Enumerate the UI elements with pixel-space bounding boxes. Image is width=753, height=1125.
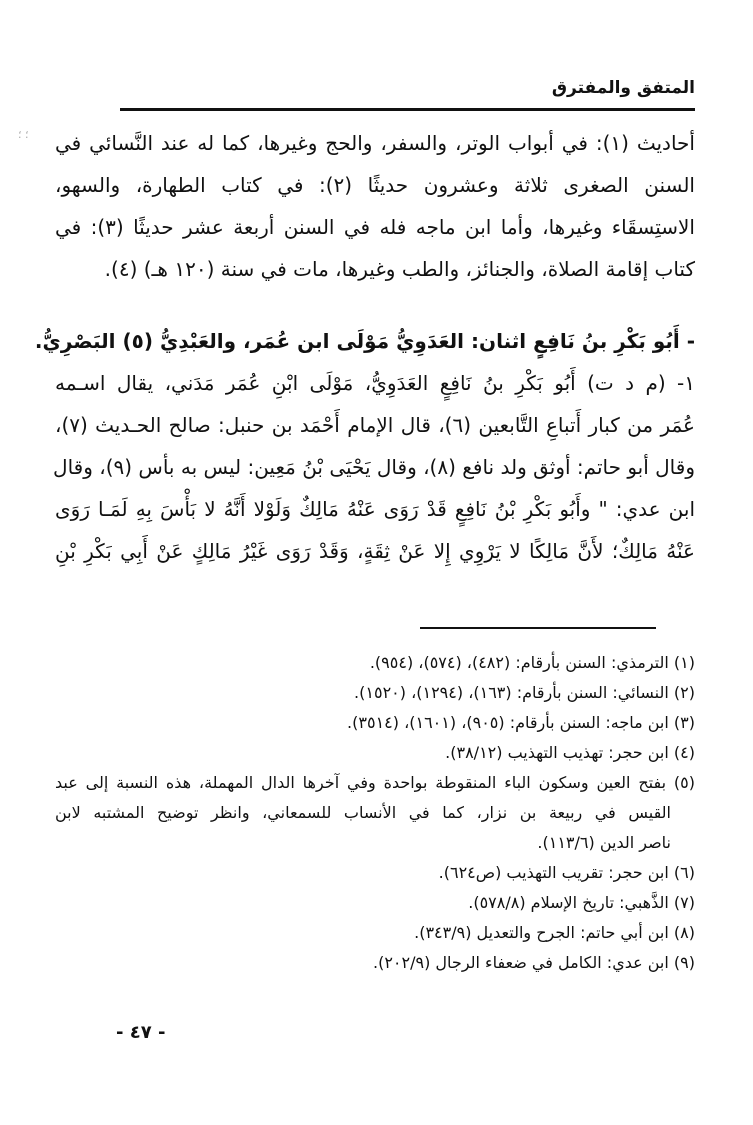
text-line: ابن عدي: " وأَبُو بَكْرِ بْنُ نَافِعٍ قَدْ رَوَى عَنْهُ مَالِكٌ وَلَوْلا أَنَّهُ لا بَأْسَ بِهِ لَمَـا رَوَى [55, 497, 695, 521]
text-line: أحاديث (١): في أبواب الوتر، والسفر، والحج وغيرها، كما له عند النَّسائي في [55, 131, 695, 155]
text-line: كتاب إقامة الصلاة، والجنائز، والطب وغيرها، مات في سنة (١٢٠ هـ) (٤). [104, 257, 695, 281]
footnote-rule [420, 627, 656, 629]
footnote-5-continued: ناصر الدين (١١٣/٦). [537, 833, 671, 852]
footnote-8: (٨) ابن أبي حاتم: الجرح والتعديل (٣٤٣/٩). [414, 923, 695, 942]
page-number: - ٤٧ - [116, 1022, 166, 1043]
margin-mark: ؛ ؛ [18, 128, 29, 141]
footnote-5-continued: القيس في ربيعة بن نزار، كما في الأنساب للسمعاني، وانظر توضيح المشتبه لابن [55, 803, 671, 822]
text-line: الاستِسقَاء وغيرها، وأما ابن ماجه فله في السنن أربعة عشر حديثًا (٣): في [55, 215, 695, 239]
footnote-1: (١) الترمذي: السنن بأرقام: (٤٨٢)، (٥٧٤)، (٩٥٤). [369, 653, 695, 672]
running-title: المتفق والمفترق [551, 78, 695, 98]
footnote-2: (٢) النسائي: السنن بأرقام: (١٦٣)، (١٢٩٤)، (١٥٢٠). [354, 683, 695, 702]
footnote-7: (٧) الذَّهبي: تاريخ الإسلام (٥٧٨/٨). [468, 893, 695, 912]
entry-heading: - أَبُو بَكْرِ بنُ نَافِعٍ اثنان: العَدَوِيُّ مَوْلَى ابن عُمَر، والعَبْدِيُّ (٥) البَصْرِيُّ. [34, 329, 695, 353]
footnote-4: (٤) ابن حجر: تهذيب التهذيب (٣٨/١٢). [445, 743, 695, 762]
text-line: السنن الصغرى ثلاثة وعشرون حديثًا (٢): في كتاب الطهارة، والسهو، [55, 173, 695, 197]
header-rule [120, 108, 695, 111]
paragraph-gap [55, 290, 695, 320]
footnote-9: (٩) ابن عدي: الكامل في ضعفاء الرجال (٢٠٢/٩). [373, 953, 695, 972]
text-line: وقال أبو حاتم: أوثق ولد نافع (٨)، وقال يَحْيَى بْنُ مَعِين: ليس به بأس (٩)، وقال [53, 455, 695, 479]
footnote-5: (٥) بفتح العين وسكون الباء المنقوطة بواحدة وفي آخرها الدال المهملة، هذه النسبة إلى عبد [55, 773, 695, 792]
main-text [34, 122, 695, 572]
footnotes [55, 648, 695, 978]
footnote-6: (٦) ابن حجر: تقريب التهذيب (ص٦٢٤). [438, 863, 695, 882]
text-line: ١- (م د ت) أَبُو بَكْرِ بنُ نَافِعٍ العَدَوِيُّ، مَوْلَى ابْنِ عُمَر مَدَني، يقال اسـمه [55, 371, 695, 395]
footnote-3: (٣) ابن ماجه: السنن بأرقام: (٩٠٥)، (١٦٠١)، (٣٥١٤). [347, 713, 695, 732]
text-line: عَنْهُ مَالِكٌ؛ لأَنَّ مَالِكًا لا يَرْوِي إِلا عَنْ ثِقَةٍ، وَقَدْ رَوَى غَيْرُ مَالِكٍ عَنْ أَبِي بَكْرِ بْنِ [55, 539, 695, 563]
text-line: عُمَر من كبار أَتباعِ التَّابعين (٦)، قال الإمام أَحْمَد بن حنبل: صالح الحـديث (٧)، [55, 413, 695, 437]
